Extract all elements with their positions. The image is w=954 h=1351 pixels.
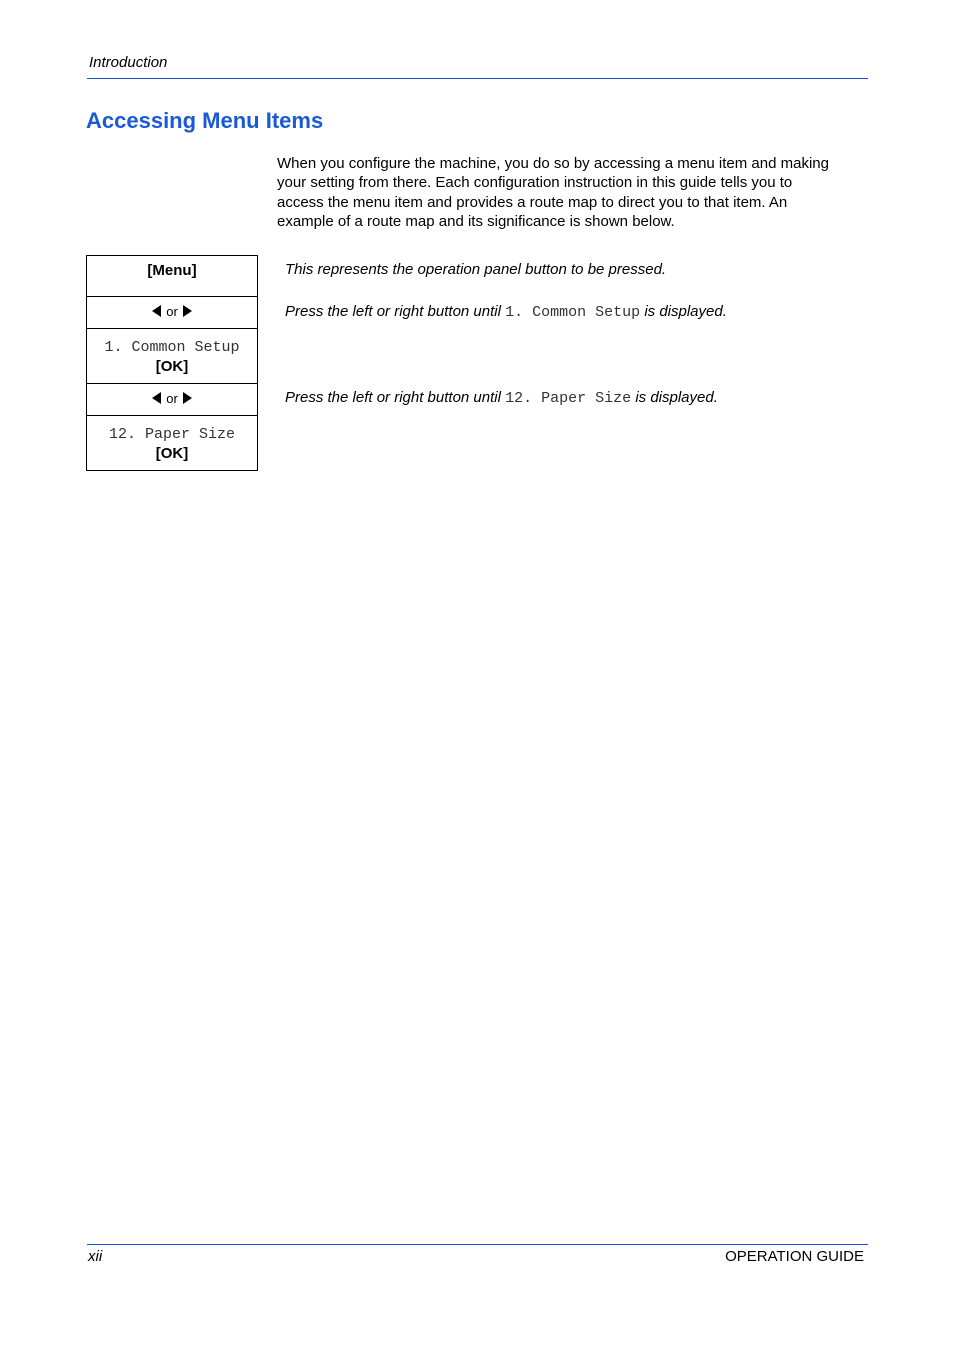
page-title: Accessing Menu Items [86,108,324,133]
intro-line: example of a route map and its significance is shown below. [277,212,675,230]
intro-line: your setting from there. Each configuration instruction in this guide tells you to [277,174,793,192]
guide-name: OPERATION GUIDE [725,1248,864,1265]
running-header: Introduction [89,54,168,71]
right-triangle-icon [183,305,192,317]
route-arrow-cell [87,297,258,329]
header-rule [87,78,868,79]
menu-item-paper-size: 12. Paper Size [108,425,236,443]
menu-button-label: [Menu] [147,262,197,279]
route-map-table [86,255,258,471]
intro-line: access the menu item and provides a route map to direct you to that item. An [277,193,788,211]
description-menu: This represents the operation panel button to be pressed. [285,261,667,278]
description-code: 12. Paper Size [505,390,632,407]
description-code: 1. Common Setup [505,304,641,321]
description-suffix: is displayed. [635,389,718,406]
description-prefix: Press the left or right button until [285,389,501,406]
intro-paragraph [277,154,869,231]
description-suffix: is displayed. [644,303,727,320]
description-prefix: Press the left or right button until [285,303,501,320]
route-arrow-cell [87,384,258,416]
description-paper-size [285,389,718,407]
ok-button-label: [OK] [155,357,189,375]
ok-button-label: [OK] [155,444,189,462]
menu-item-common-setup: 1. Common Setup [104,338,240,356]
route-item-cell [87,329,258,384]
route-menu-cell [87,256,258,297]
route-item-cell [87,416,258,471]
left-triangle-icon [152,392,161,404]
arrow-or-label: or [166,390,178,406]
arrow-or-label: or [166,303,178,319]
footer-rule [87,1244,868,1245]
description-common-setup [285,303,727,321]
right-triangle-icon [183,392,192,404]
left-triangle-icon [152,305,161,317]
intro-line: When you configure the machine, you do so by accessing a menu item and making [277,155,829,172]
page-number: xii [88,1248,103,1265]
